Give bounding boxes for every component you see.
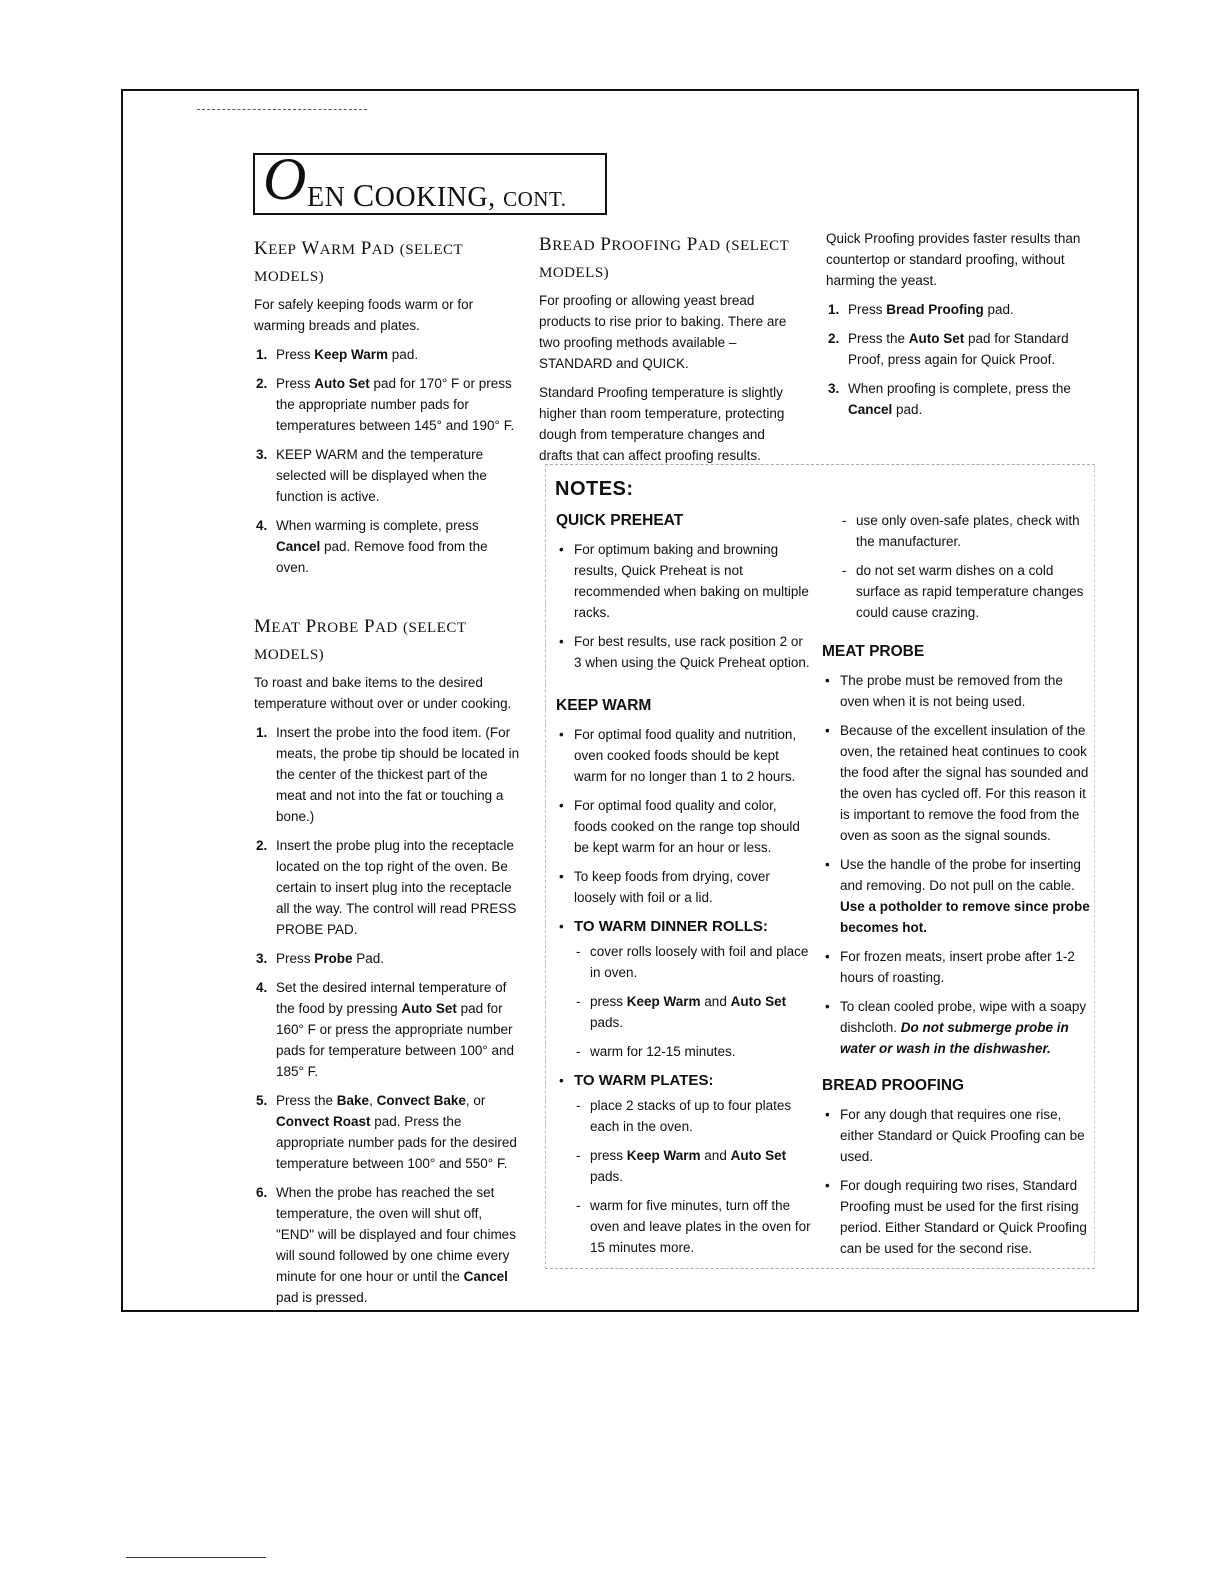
- list-item: - press Keep Warm and Auto Set pads.: [574, 1145, 811, 1187]
- keep-warm-notes-heading: KEEP WARM: [556, 697, 652, 714]
- list-item: - cover rolls loosely with foil and place in oven.: [574, 941, 811, 983]
- notes-title: NOTES:: [555, 478, 634, 500]
- meat-probe-heading: MEAT PROBE PAD (SELECT MODELS): [254, 616, 467, 663]
- list-item: • TO WARM PLATES: - place 2 stacks of up to four plates each in the oven. - press Keep Warm and Auto Set pads. - warm for five minutes, turn off the oven and leave plates in the oven for 15 minutes more.: [556, 1070, 811, 1258]
- list-item: • For any dough that requires one rise, either Standard or Quick Proofing can be used.: [822, 1104, 1090, 1167]
- keep-warm-steps: [254, 344, 520, 578]
- bread-proofing-steps: [826, 299, 1092, 420]
- title-initial: O: [263, 146, 307, 212]
- list-item: 1. Press Keep Warm pad.: [256, 347, 419, 362]
- bread-proofing-quick: Quick Proofing provides faster results than countertop or standard proofing, without harming the yeast.: [826, 231, 1081, 288]
- bread-proofing-notes-heading: BREAD PROOFING: [822, 1077, 965, 1094]
- page-title: [253, 146, 607, 215]
- list-item: 1. Insert the probe into the food item. (For meats, the probe tip should be located in the center of the thickest part of the meat and not into the fat or touching a bone.): [256, 725, 520, 824]
- list-item: • The probe must be removed from the oven when it is not being used.: [822, 670, 1090, 712]
- meat-probe-notes-list: [822, 670, 1090, 1059]
- list-item: • To clean cooled probe, wipe with a soapy dishcloth. Do not submerge probe in water or wash in the dishwasher.: [822, 996, 1090, 1059]
- top-rule: [197, 109, 367, 110]
- list-item: - warm for five minutes, turn off the oven and leave plates in the oven for 15 minutes more.: [574, 1195, 811, 1258]
- list-item: - place 2 stacks of up to four plates each in the oven.: [574, 1095, 811, 1137]
- meat-probe-steps: [254, 722, 520, 1308]
- quick-preheat-list: [556, 539, 811, 673]
- bread-proofing-intro: For proofing or allowing yeast bread products to rise prior to baking. There are two proofing methods available – STANDARD and QUICK.: [539, 293, 787, 371]
- column-right: [826, 228, 1092, 428]
- rolls-list: [574, 941, 811, 1062]
- list-item: 5. Press the Bake, Convect Bake, or Convect Roast pad. Press the appropriate number pads for the desired temperature between 100° and 550° F.: [256, 1093, 517, 1171]
- meat-probe-intro: To roast and bake items to the desired temperature without over or under cooking.: [254, 675, 512, 711]
- list-item: • For best results, use rack position 2 or 3 when using the Quick Preheat option.: [556, 631, 811, 673]
- list-item: 4. When warming is complete, press Cancel pad. Remove food from the oven.: [256, 518, 488, 575]
- list-item: 2. Insert the probe plug into the receptacle located on the top right of the oven. Be certain to insert plug into the receptacle all the way. The control will read PRESS PROBE PAD.: [256, 838, 517, 937]
- notes-column-left: [556, 510, 811, 1266]
- bread-proofing-heading: BREAD PROOFING PAD (SELECT MODELS): [539, 234, 790, 281]
- list-item: 3. Press Probe Pad.: [256, 951, 385, 966]
- list-item: • For frozen meats, insert probe after 1-2 hours of roasting.: [822, 946, 1090, 988]
- quick-preheat-heading: QUICK PREHEAT: [556, 512, 684, 529]
- list-item: - warm for 12-15 minutes.: [574, 1041, 811, 1062]
- column-middle: [539, 232, 801, 474]
- title-text: EN COOKING, CONT.: [307, 177, 567, 213]
- list-item: 3. When proofing is complete, press the Cancel pad.: [828, 381, 1071, 417]
- keep-warm-heading: KEEP WARM PAD (SELECT MODELS): [254, 238, 463, 285]
- plates-list-continued: [840, 510, 1090, 623]
- keep-warm-notes-list: [556, 724, 811, 1258]
- notes-column-right: [822, 506, 1090, 1267]
- list-item: 6. When the probe has reached the set temperature, the oven will shut off, "END" will be displayed and four chimes will sound followed by one chime every minute for one hour or until the Cancel pad is pressed.: [256, 1185, 516, 1305]
- list-item: - do not set warm dishes on a cold surface as rapid temperature changes could cause crazing.: [840, 560, 1090, 623]
- list-item: 2. Press the Auto Set pad for Standard Proof, press again for Quick Proof.: [828, 331, 1069, 367]
- list-item: • TO WARM DINNER ROLLS: - cover rolls loosely with foil and place in oven. - press Keep Warm and Auto Set pads. - warm for 12-15 minutes.: [556, 916, 811, 1062]
- list-item: • For optimal food quality and nutrition, oven cooked foods should be kept warm for no longer than 1 to 2 hours.: [556, 724, 811, 787]
- list-item: 3. KEEP WARM and the temperature selected will be displayed when the function is active.: [256, 447, 487, 504]
- bread-proofing-standard: Standard Proofing temperature is slightly higher than room temperature, protecting dough from temperature changes and drafts that can affect proofing results.: [539, 385, 785, 463]
- bottom-rule: [126, 1557, 266, 1558]
- bread-proofing-notes-list: [822, 1104, 1090, 1259]
- list-item: - press Keep Warm and Auto Set pads.: [574, 991, 811, 1033]
- list-item: • Use the handle of the probe for inserting and removing. Do not pull on the cable. Use a potholder to remove since probe becomes hot.: [822, 854, 1090, 938]
- list-item: - use only oven-safe plates, check with the manufacturer.: [840, 510, 1090, 552]
- meat-probe-notes-heading: MEAT PROBE: [822, 643, 925, 660]
- list-item: 1. Press Bread Proofing pad.: [828, 302, 1014, 317]
- list-item: • For optimal food quality and color, foods cooked on the range top should be kept warm for an hour or less.: [556, 795, 811, 858]
- plates-list: [574, 1095, 811, 1258]
- column-left: [254, 236, 520, 1316]
- list-item: • For dough requiring two rises, Standard Proofing must be used for the first rising period. Either Standard or Quick Proofing can be used for the second rise.: [822, 1175, 1090, 1259]
- list-item: 2. Press Auto Set pad for 170° F or press the appropriate number pads for temperatures between 145° and 190° F.: [256, 376, 515, 433]
- keep-warm-intro: For safely keeping foods warm or for warming breads and plates.: [254, 297, 474, 333]
- list-item: • Because of the excellent insulation of the oven, the retained heat continues to cook the food after the signal has sounded and the oven has cycled off. For this reason it is important to remove the food from the oven as soon as the signal sounds.: [822, 720, 1090, 846]
- list-item: 4. Set the desired internal temperature of the food by pressing Auto Set pad for 160° F or press the appropriate number pads for temperature between 100° and 185° F.: [256, 980, 515, 1079]
- list-item: • For optimum baking and browning results, Quick Preheat is not recommended when baking on multiple racks.: [556, 539, 811, 623]
- list-item: • To keep foods from drying, cover loosely with foil or a lid.: [556, 866, 811, 908]
